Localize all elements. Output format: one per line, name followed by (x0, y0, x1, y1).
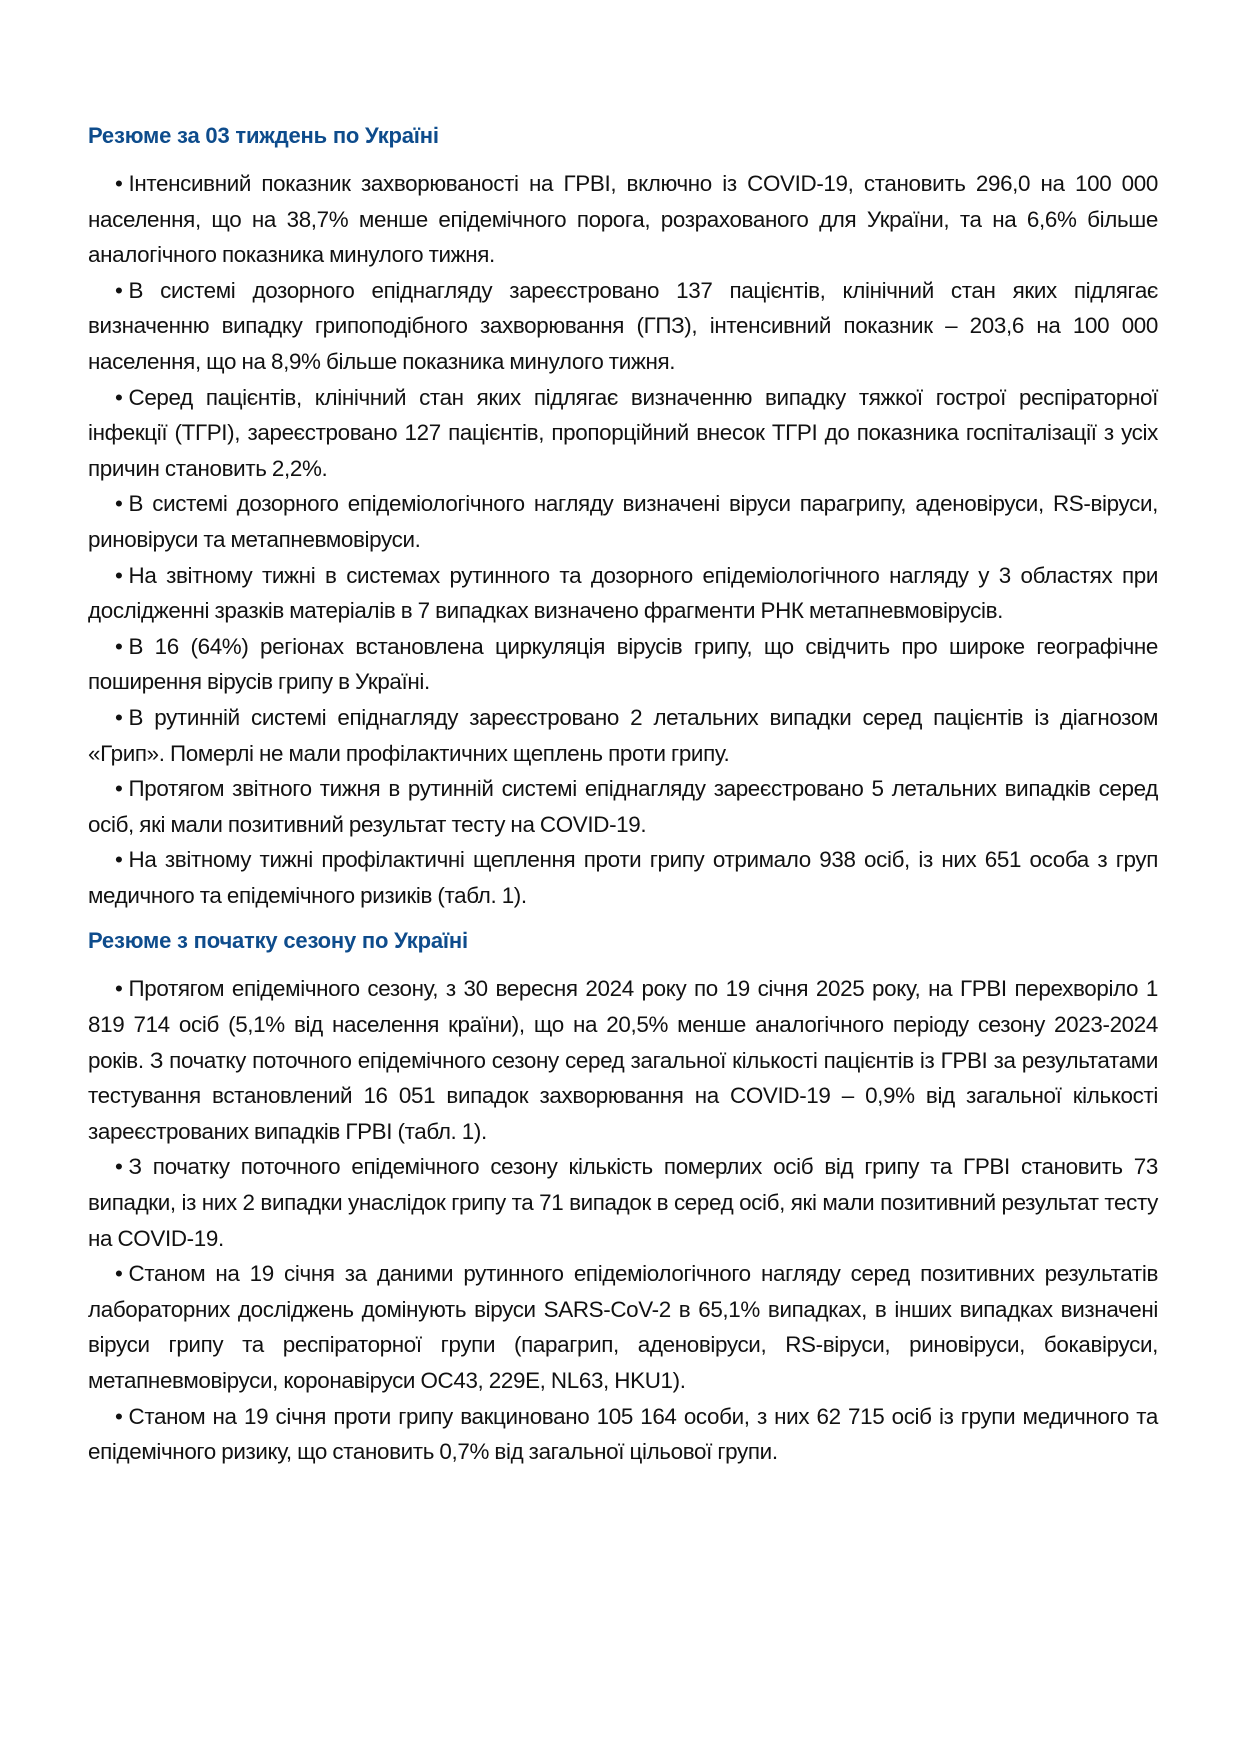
paragraph-text: Серед пацієнтів, клінічний стан яких підлягає визначенню випадку тяжкої гострої респіраторної інфекції (ТГРІ), зареєстровано 127 пацієнтів, пропорційний внесок ТГРІ до показника госпіталізації з усіх причин становить 2,2%. (88, 384, 1158, 481)
bullet-icon: • (115, 1261, 123, 1287)
paragraph-text: Протягом звітного тижня в рутинній системі епіднагляду зареєстровано 5 летальних випадків серед осіб, які мали позитивний результат тесту на COVID-19. (88, 776, 1158, 837)
list-item (88, 1149, 1158, 1256)
bullet-icon: • (115, 976, 123, 1002)
list-item (88, 842, 1158, 913)
paragraph-text: З початку поточного епідемічного сезону кількість померлих осіб від грипу та ГРВІ становить 73 випадки, із них 2 випадки унаслідок грипу та 71 випадок в серед осіб, які мали позитивний результат тесту на COVID-19. (88, 1154, 1158, 1251)
document-page (88, 120, 1158, 1470)
bullet-icon: • (115, 491, 123, 517)
paragraph-text: В 16 (64%) регіонах встановлена циркуляція вірусів грипу, що свідчить про широке географічне поширення вірусів грипу в Україні. (88, 633, 1158, 695)
list-item (88, 771, 1158, 842)
list-item (88, 700, 1158, 771)
list-item (88, 486, 1158, 557)
season-summary-section (88, 925, 1158, 1469)
section-heading-weekly: Резюме за 03 тиждень по Україні (88, 123, 439, 148)
bullet-icon: • (115, 562, 123, 588)
list-item (88, 971, 1158, 1149)
paragraph-text: На звітному тижні профілактичні щеплення проти грипу отримало 938 осіб, із них 651 особа з груп медичного та епідемічного ризиків (табл. 1). (88, 847, 1158, 908)
bullet-icon: • (115, 776, 123, 802)
list-item (88, 1256, 1158, 1398)
bullet-icon: • (115, 277, 123, 303)
paragraph-text: На звітному тижні в системах рутинного та дозорного епідеміологічного нагляду у 3 областях при дослідженні зразків матеріалів в 7 випадках визначено фрагменти РНК метапневмовірусів. (88, 562, 1158, 624)
list-item (88, 166, 1158, 273)
paragraph-text: Протягом епідемічного сезону, з 30 вересня 2024 року по 19 січня 2025 року, на ГРВІ перехворіло 1 819 714 осіб (5,1% від населення країни), що на 20,5% менше аналогічного періоду сезону 2023-2024 років. З початку поточного епідемічного сезону серед загальної кількості пацієнтів із ГРВІ за результатами тестування встановлений 16 051 випадок захворювання на COVID-19 – 0,9% від загальної кількості зареєстрованих випадків ГРВІ (табл. 1). (88, 976, 1158, 1144)
bullet-icon: • (115, 1154, 123, 1180)
paragraph-text: Станом на 19 січня проти грипу вакциновано 105 164 особи, з них 62 715 осіб із групи медичного та епідемічного ризику, що становить 0,7% від загальної цільової групи. (88, 1403, 1158, 1465)
list-item (88, 380, 1158, 487)
paragraph-text: В системі дозорного епідеміологічного нагляду визначені віруси парагрипу, аденовіруси, RS-віруси, риновіруси та метапневмовіруси. (88, 491, 1158, 552)
paragraph-text: В рутинній системі епіднагляду зареєстровано 2 летальних випадки серед пацієнтів із діагнозом «Грип». Померлі не мали профілактичних щеплень проти грипу. (88, 704, 1158, 766)
paragraph-text: Станом на 19 січня за даними рутинного епідеміологічного нагляду серед позитивних результатів лабораторних досліджень домінують віруси SARS-CoV-2 в 65,1% випадках, в інших випадках визначені віруси грипу та респіраторної групи (парагрип, аденовіруси, RS-віруси, риновіруси, бокавіруси, метапневмовіруси, коронавіруси OC43, 229E, NL63, HKU1). (88, 1261, 1158, 1393)
bullet-icon: • (115, 1403, 123, 1429)
bullet-icon: • (115, 384, 123, 410)
paragraph-text: В системі дозорного епіднагляду зареєстровано 137 пацієнтів, клінічний стан яких підлягає визначенню випадку грипоподібного захворювання (ГПЗ), інтенсивний показник – 203,6 на 100 000 населення, що на 8,9% більше показника минулого тижня. (88, 277, 1158, 374)
weekly-summary-section (88, 120, 1158, 913)
list-item (88, 558, 1158, 629)
section-heading-season: Резюме з початку сезону по Україні (88, 928, 468, 954)
bullet-icon: • (115, 847, 123, 873)
bullet-icon: • (115, 171, 123, 196)
bullet-icon: • (115, 704, 123, 730)
bullet-icon: • (115, 633, 123, 659)
paragraph-text: Інтенсивний показник захворюваності на ГРВІ, включно із COVID-19, становить 296,0 на 100 000 населення, що на 38,7% менше епідемічного порога, розрахованого для України, та на 6,6% більше аналогічного показника минулого тижня. (88, 171, 1158, 268)
list-item (88, 1399, 1158, 1470)
list-item (88, 273, 1158, 380)
list-item (88, 629, 1158, 700)
